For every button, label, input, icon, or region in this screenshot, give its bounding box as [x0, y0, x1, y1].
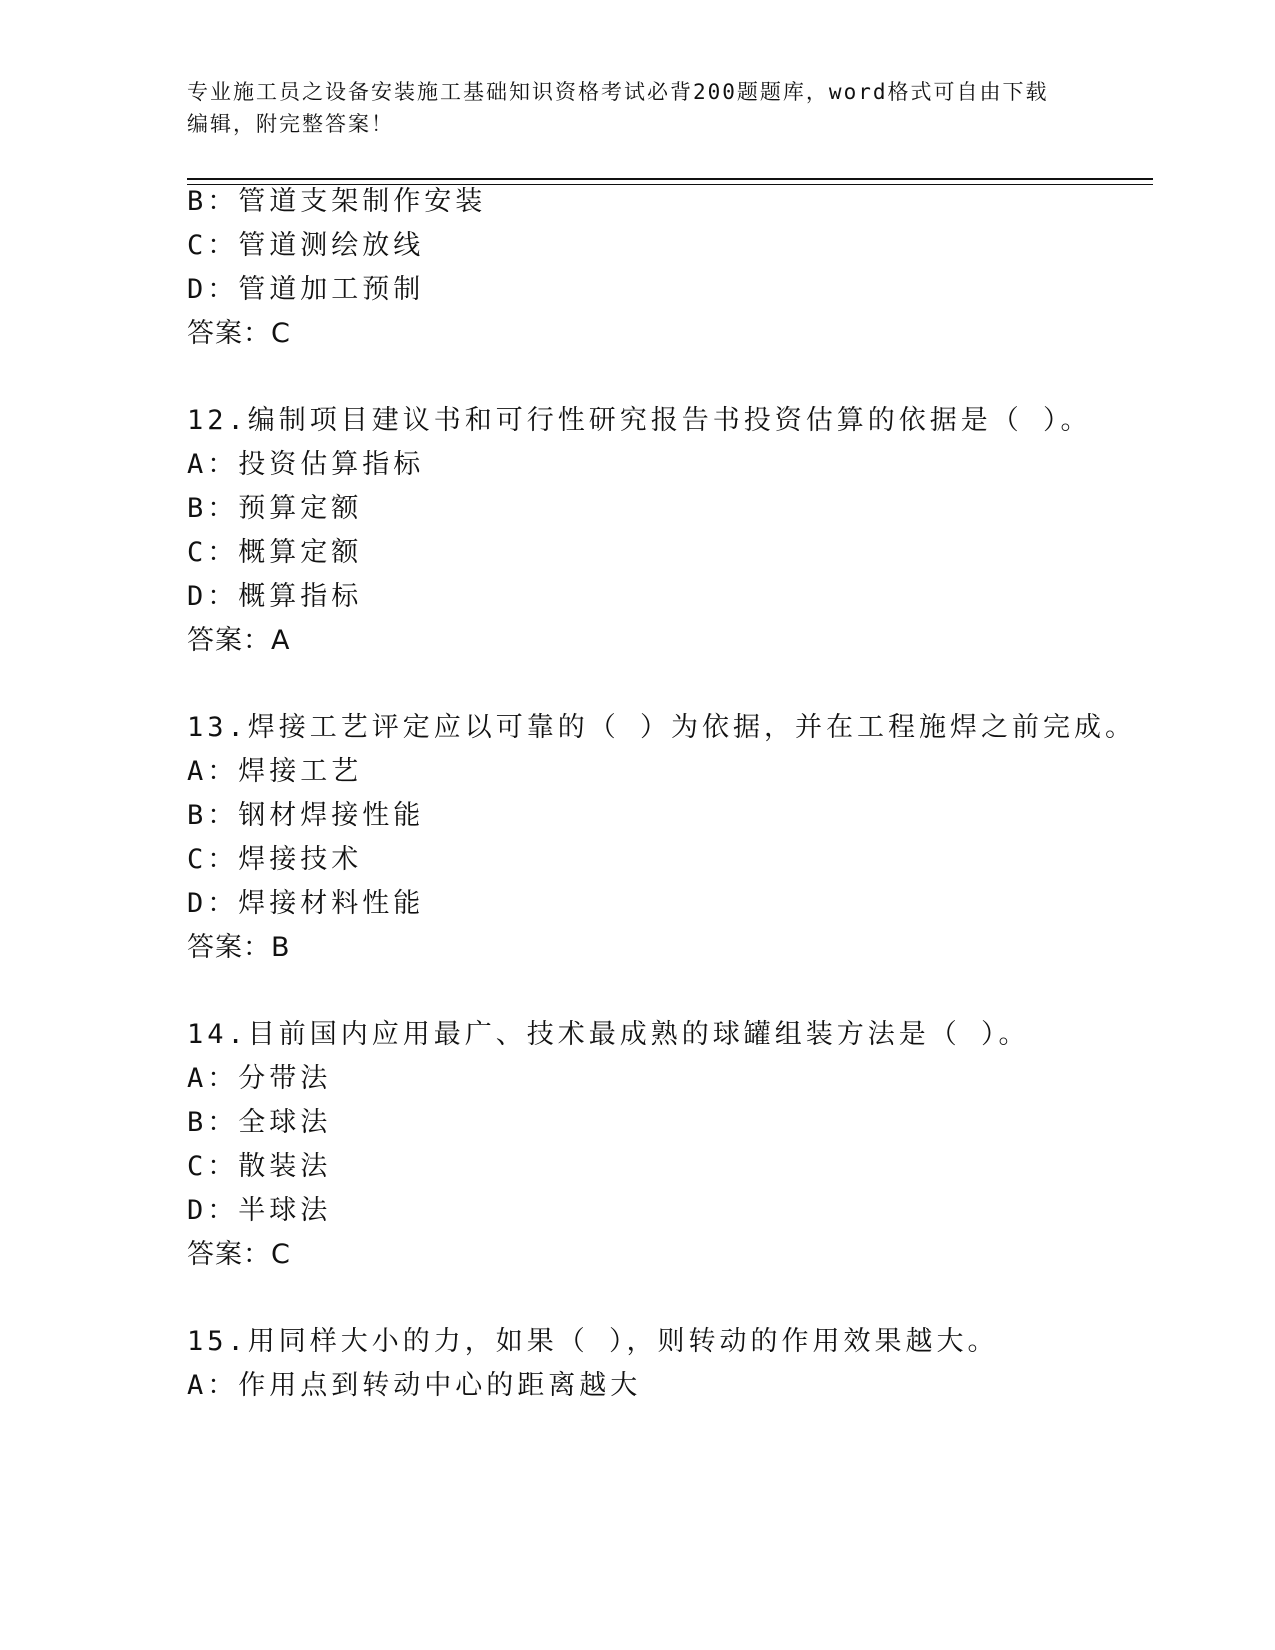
question-12-stem: 12.编制项目建议书和可行性研究报告书投资估算的依据是（ ）。 — [187, 405, 1092, 436]
question-12-option-b: B：预算定额 — [187, 493, 363, 524]
question-12-option-d: D：概算指标 — [187, 581, 363, 612]
question-15-option-a: A：作用点到转动中心的距离越大 — [187, 1370, 642, 1401]
question-12-answer: 答案：A — [187, 625, 291, 656]
prev-option-d: D：管道加工预制 — [187, 274, 425, 305]
question-13-option-b: B：钢材焊接性能 — [187, 800, 425, 831]
question-13-stem: 13.焊接工艺评定应以可靠的（ ）为依据，并在工程施焊之前完成。 — [187, 712, 1137, 743]
question-14-option-c: C：散装法 — [187, 1151, 332, 1182]
question-12-option-c: C：概算定额 — [187, 537, 363, 568]
prev-option-b: B：管道支架制作安装 — [187, 186, 487, 217]
prev-option-c: C：管道测绘放线 — [187, 230, 425, 261]
question-13-option-d: D：焊接材料性能 — [187, 888, 425, 919]
question-13-option-a: A：焊接工艺 — [187, 756, 363, 787]
question-13-answer: 答案：B — [187, 932, 291, 963]
question-14-stem: 14.目前国内应用最广、技术最成熟的球罐组装方法是（ ）。 — [187, 1019, 1030, 1050]
question-14-answer: 答案：C — [187, 1239, 291, 1270]
prev-answer: 答案：C — [187, 318, 291, 349]
question-14-option-b: B：全球法 — [187, 1107, 332, 1138]
question-14-option-d: D：半球法 — [187, 1195, 332, 1226]
question-12-option-a: A：投资估算指标 — [187, 449, 425, 480]
question-14-option-a: A：分带法 — [187, 1063, 332, 1094]
document-header-title: 专业施工员之设备安装施工基础知识资格考试必背200题题库，word格式可自由下载编辑，附完整答案！ — [187, 80, 1049, 136]
question-15-stem: 15.用同样大小的力，如果（ ），则转动的作用效果越大。 — [187, 1326, 999, 1357]
question-13-option-c: C：焊接技术 — [187, 844, 363, 875]
